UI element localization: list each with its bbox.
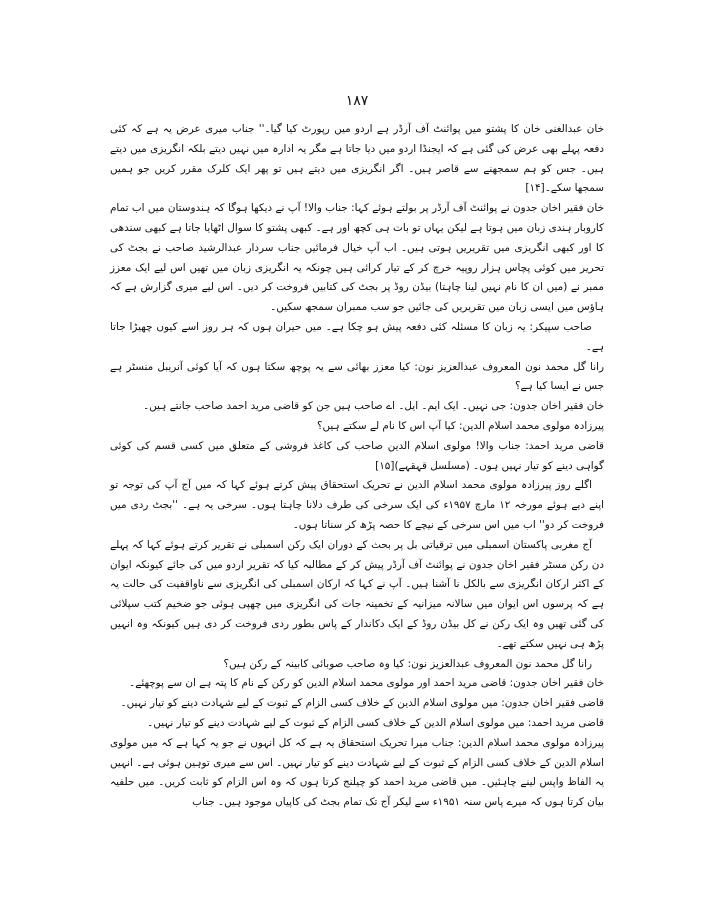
paragraph: خان فقیر اخان جدون: قاضی مرید احمد اور مولوی محمد اسلام الدین کو رکن کے نام کا پتہ ہے ان سے پوچھئے۔ [129,677,604,690]
paragraph: خان فقیر اخان جدون: جی نہیں۔ ایک ایم۔ ایل۔ اے صاحب ہیں جن کو قاضی مرید احمد صاحب جانتے ہیں۔ [143,400,604,413]
paragraph: قاضی فقیر اخان جدون: میں مولوی اسلام الدین کے خلاف کسی الزام کے ثبوت کے لیے شہادت دینے کو تیار نہیں۔ [120,697,604,710]
paragraph: پیرزادہ مولوی محمد اسلام الدین: جناب میرا تحریک استحقاق یہ ہے کہ کل انہوں نے جو یہ کہا ہے کہ میں مولوی اسلام الدین کے خلاف کسی الزام کے ثبوت کے لیے شہادت دینے کو تیار نہیں۔ اس سے میری توہین ہوئی ہے۔ انہیں یہ الفاظ واپس لینے چاہئیں۔ میں قاضی مرید احمد کو چیلنج کرتا ہوں کہ وہ اس الزام کو ثابت کریں۔ میں حلفیہ بیان کرتا ہوں کہ میرے پاس سنہ ۱۹۵۱ء سے لیکر آج تک تمام بجٹ کی کاپیاں موجود ہیں۔ جناب [110,736,604,809]
paragraph: رانا گل محمد نون المعروف عبدالعزیز نون: کیا وہ صاحب صوبائی کابینہ کے رکن ہیں؟ [223,657,592,670]
paragraph: خان فقیر اخان جدون نے پوائنٹ آف آرڈر پر بولتے ہوئے کہا: جناب والا! آپ نے دیکھا ہوگا کہ ہندوستان میں اب تمام کاروبار ہندی زبان میں ہوتا ہے لیکن یہاں تو بات ہی کچھ اور ہے۔ کبھی پشتو کا سوال اٹھایا جاتا ہے کبھی سندھی کا اور کبھی انگریزی میں تقریریں ہوتی ہیں۔ اب آپ خیال فرمائیں جناب سردار عبدالرشید صاحب نے بجٹ کی تحریر میں کوئی پچاس ہزار روپیہ خرچ کر کے تیار کرائی ہیں چونکہ یہ انگریزی زبان میں تھیں اس لیے ایک معزز ممبر نے (میں ان کا نام نہیں لینا چاہتا) بیڈن روڈ پر بجٹ کی کتابیں فروخت کر دیں۔ اس لیے میری گزارش ہے کہ ہاؤس میں ایسی زبان میں تقریریں کی جائیں جو سب ممبران سمجھ سکیں۔ [110,202,604,314]
paragraph: رانا گل محمد نون المعروف عبدالعزیز نون: کیا معزز بھائی سے یہ پوچھ سکتا ہوں کہ آیا کوئی آنریبل منسٹر ہے جس نے ایسا کیا ہے؟ [110,360,604,393]
paragraph: صاحب سپیکر: یہ زبان کا مسئلہ کئی دفعہ پیش ہو چکا ہے۔ میں حیران ہوں کہ ہر روز اسے کیوں چھیڑا جاتا ہے۔ [110,320,604,353]
paragraph: خان عبدالغنی خان کا پشتو میں پوائنٹ آف آرڈر ہے اردو میں رپورٹ کیا گیا۔'' جناب میری عرض یہ ہے کہ کئی دفعہ پہلے بھی عرض کی گئی ہے کہ ایجنڈا اردو میں دیا جاتا ہے مگر یہ ادارہ میں نہیں دیتے بلکہ انگریزی میں دیتے ہیں۔ جس کو ہم سمجھنے سے قاصر ہیں۔ اگر انگریزی میں دیتے ہیں تو پھر ایک کلرک مقرر کریں جو ہمیں سمجھا سکے۔[۱۴] [110,123,604,195]
paragraph: قاضی مرید احمد: میں مولوی اسلام الدین کے خلاف کسی الزام کے ثبوت کے لیے شہادت دینے کو تیار نہیں۔ [147,716,604,729]
paragraph: پیرزادہ مولوی محمد اسلام الدین: کیا آپ اس کا نام لے سکتے ہیں؟ [316,419,604,432]
paragraph: اگلے روز پیرزادہ مولوی محمد اسلام الدین نے تحریک استحقاق پیش کرتے ہوئے کہا کہ میں آج آپ کی توجہ تو اپنے دیے ہوئے مورخہ ۱۲ مارچ ۱۹۵۷ء کی ایک سرخی کی طرف دلانا چاہتا ہوں۔ سرخی یہ ہے۔ ''بجٹ ردی میں فروخت کر دو'' اب میں اس سرخی کے نیچے کا حصہ پڑھ کر سناتا ہوں۔ [110,479,605,531]
paragraph: آج مغربی پاکستان اسمبلی میں ترقیاتی بل پر بحث کے دوران ایک رکن اسمبلی نے تقریر کرتے ہوئے کہا کہ پہلے دن رکن مسٹر فقیر اخان جدون نے پوائنٹ آف آرڈر پیش کر کے مطالبہ کیا کہ تقریر اردو میں کی جائے کیونکہ ایوان کے اکثر ارکان انگریزی سے بالکل نا آشنا ہیں۔ آپ نے کہا کہ ارکان اسمبلی کی انگریزی سے ناواقفیت کی حالت یہ ہے کہ پرسوں اس ایوان میں سالانہ میزانیہ کے تخمینہ جات کی انگریزی میں چھپی ہوئی جو ضخیم کتب سپلائی کی گئی تھیں وہ ایک رکن نے کل بیڈن روڈ کے ایک دکاندار کے پاس بطور ردی فروخت کر دی ہیں کیونکہ وہ انہیں پڑھ ہی نہیں سکتے تھے۔ [110,538,604,650]
page-number: ١٨٧ [345,93,369,109]
paragraph: قاضی مرید احمد: جناب والا! مولوی اسلام الدین صاحب کی کاغذ فروشی کے متعلق میں کسی قسم کی کوئی گواہی دینے کو تیار نہیں ہوں۔ (مسلسل قہقہے)[۱۵] [110,439,604,472]
page-body [110,120,604,813]
